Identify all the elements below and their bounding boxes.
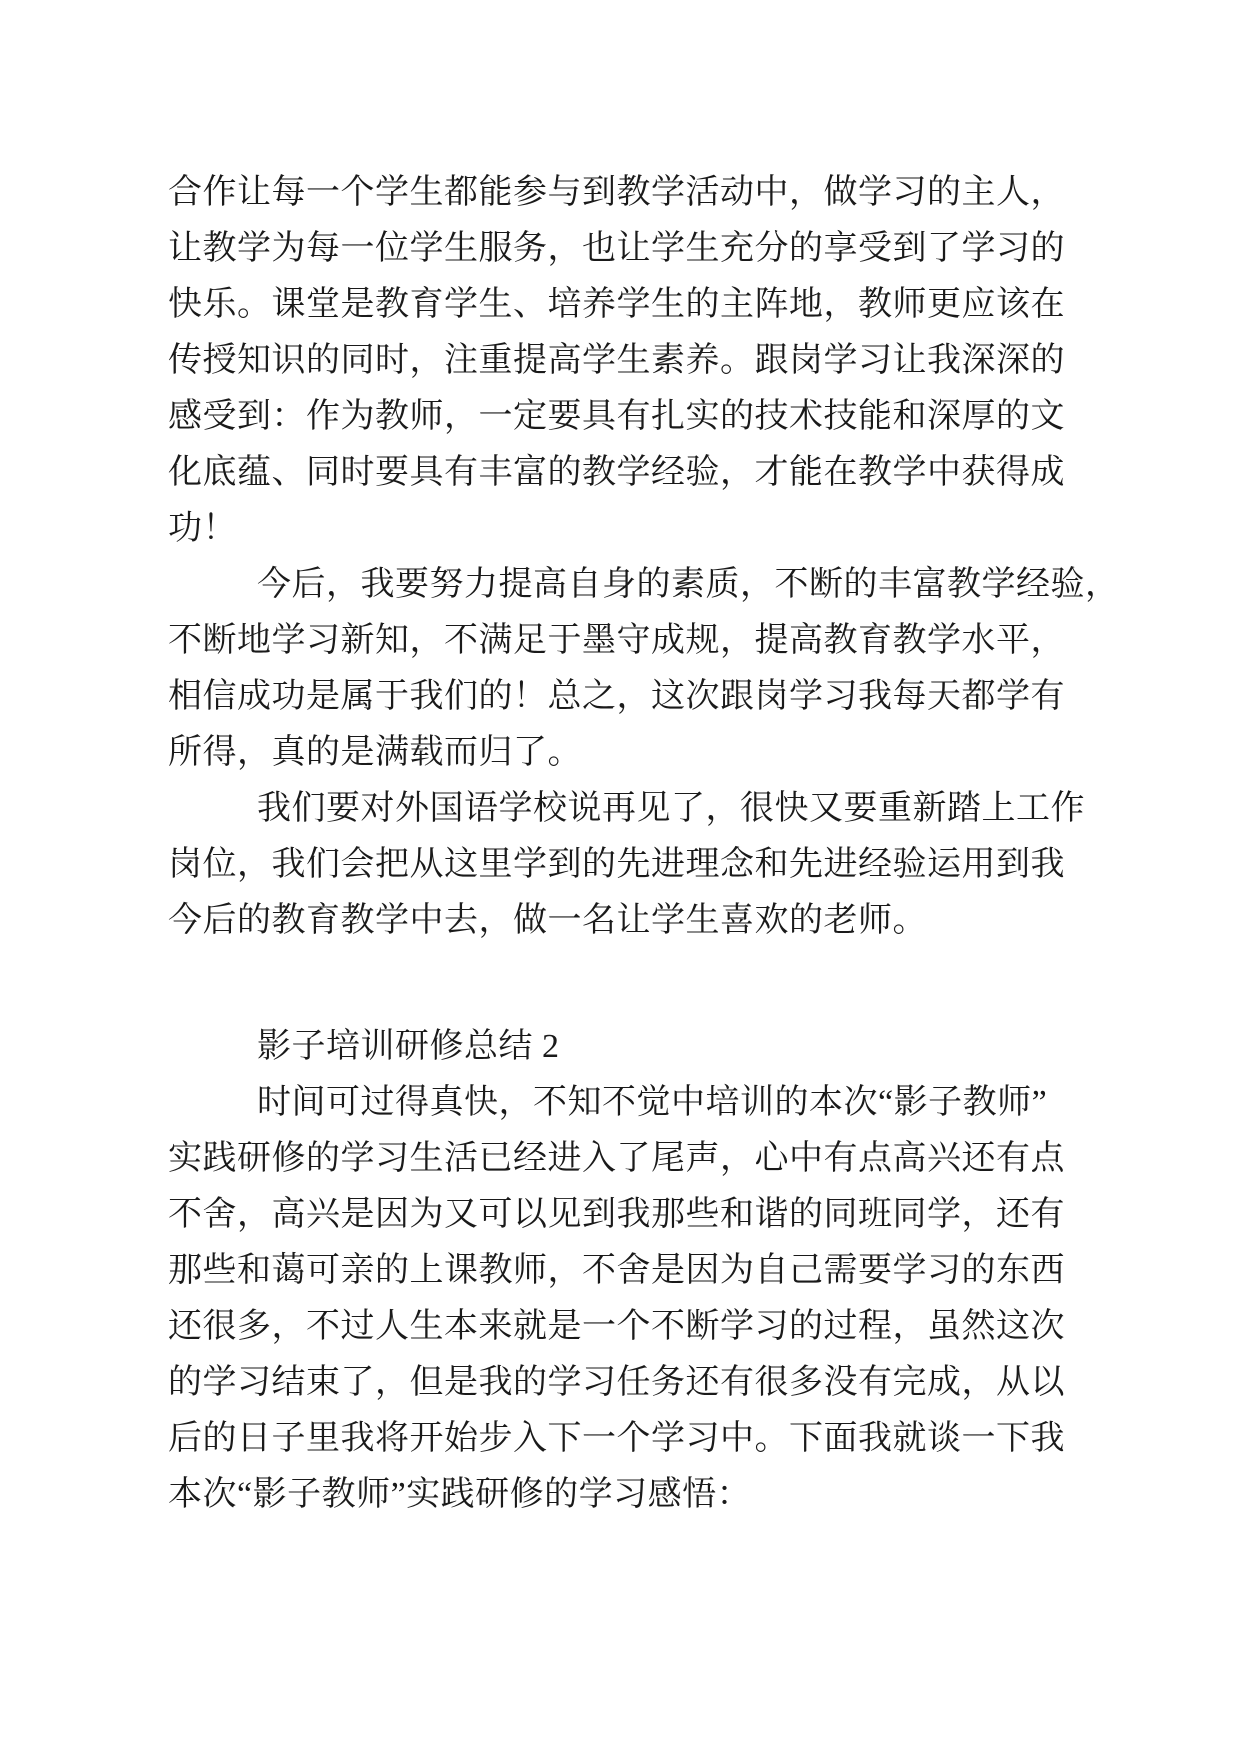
paragraph (168, 1075, 1074, 1523)
text-line: 时间可过得真快，不知不觉中培训的本次“影子教师” (257, 1084, 1048, 1121)
section-heading (168, 1019, 1074, 1075)
paragraph (168, 557, 1120, 781)
text-line: 后的日子里我将开始步入下一个学习中。下面我就谈一下我 (168, 1420, 1065, 1457)
text-line: 本次“影子教师”实践研修的学习感悟： (168, 1476, 752, 1513)
text-line: 感受到：作为教师，一定要具有扎实的技术技能和深厚的文 (168, 398, 1065, 435)
blank-line (168, 949, 1074, 1019)
text-line: 相信成功是属于我们的！总之，这次跟岗学习我每天都学有 (168, 678, 1065, 715)
text-line: 今后的教育教学中去，做一名让学生喜欢的老师。 (168, 902, 927, 939)
section-heading-line: 影子培训研修总结 2 (257, 1028, 560, 1065)
text-line: 不断地学习新知，不满足于墨守成规，提高教育教学水平， (168, 622, 1065, 659)
text-line: 我们要对外国语学校说再见了，很快又要重新踏上工作 (257, 790, 1085, 827)
text-line: 实践研修的学习生活已经进入了尾声，心中有点高兴还有点 (168, 1140, 1065, 1177)
text-line: 让教学为每一位学生服务，也让学生充分的享受到了学习的 (168, 230, 1065, 267)
text-line: 合作让每一个学生都能参与到教学活动中，做学习的主人， (168, 174, 1065, 211)
text-line: 化底蕴、同时要具有丰富的教学经验，才能在教学中获得成 (168, 454, 1065, 491)
text-line: 那些和蔼可亲的上课教师，不舍是因为自己需要学习的东西 (168, 1252, 1065, 1289)
paragraph (168, 165, 1074, 557)
paragraph (168, 781, 1085, 949)
text-line: 的学习结束了，但是我的学习任务还有很多没有完成，从以 (168, 1364, 1065, 1401)
text-line: 还很多，不过人生本来就是一个不断学习的过程，虽然这次 (168, 1308, 1065, 1345)
text-line: 快乐。课堂是教育学生、培养学生的主阵地，教师更应该在 (168, 286, 1065, 323)
text-line: 所得，真的是满载而归了。 (168, 734, 582, 771)
text-line: 岗位，我们会把从这里学到的先进理念和先进经验运用到我 (168, 846, 1065, 883)
text-line: 传授知识的同时，注重提高学生素养。跟岗学习让我深深的 (168, 342, 1065, 379)
text-line: 今后，我要努力提高自身的素质，不断的丰富教学经验， (257, 566, 1120, 603)
text-line: 功！ (168, 510, 237, 547)
page-text (168, 165, 1120, 1523)
text-line: 不舍，高兴是因为又可以见到我那些和谐的同班同学，还有 (168, 1196, 1065, 1233)
